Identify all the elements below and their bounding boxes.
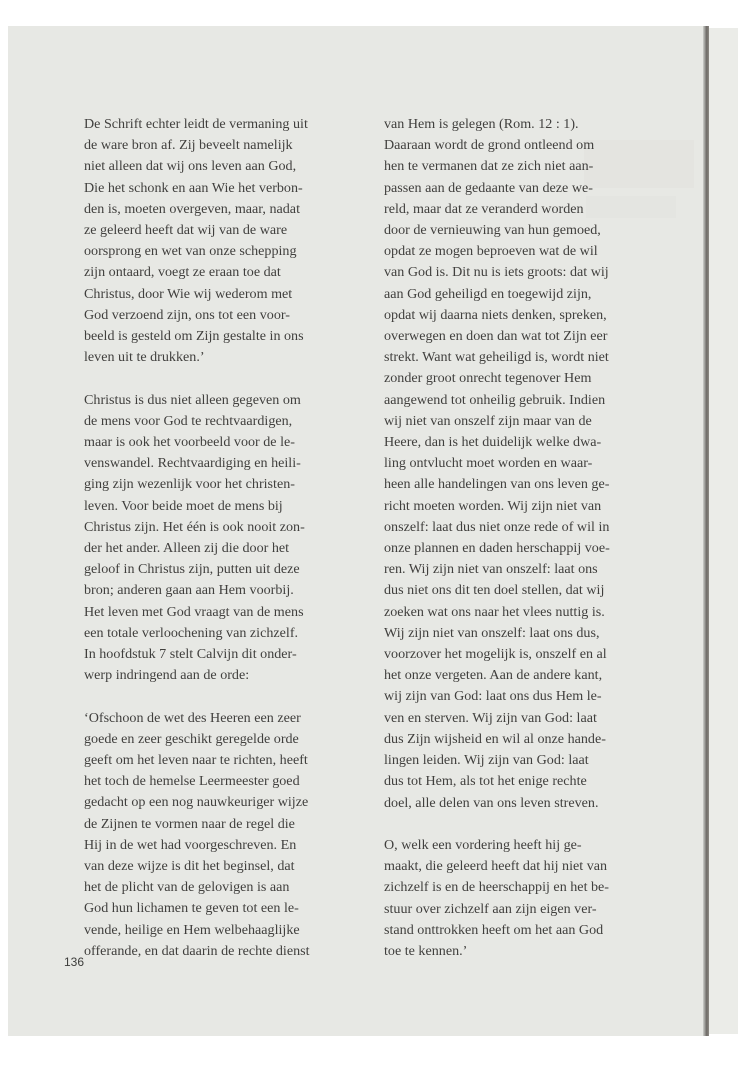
text-line: gedacht op een nog nauwkeuriger wijze: [84, 794, 309, 811]
text-line: ven en sterven. Wij zijn van God: laat: [384, 709, 597, 726]
text-line: opdat ze mogen beproeven wat de wil: [384, 243, 598, 260]
text-line: stuur over zichzelf aan zijn eigen ver-: [384, 900, 597, 917]
text-line: dus Zijn wijsheid en wil al onze hande-: [384, 730, 606, 747]
text-line: maar is ook het voorbeeld voor de le-: [84, 434, 295, 451]
text-line: voorzover het mogelijk is, onszelf en al: [384, 646, 607, 663]
text-line: van deze wijze is dit het beginsel, dat: [84, 858, 295, 875]
text-line: bron; anderen gaan aan Hem voorbij.: [84, 582, 294, 599]
text-line: Christus, door Wie wij wederom met: [84, 285, 293, 302]
text-line: doel, alle delen van ons leven streven.: [384, 794, 599, 811]
text-line: de Zijnen te vormen naar de regel die: [84, 815, 295, 832]
text-line: onszelf: laat dus niet onze rede of wil in: [384, 518, 610, 535]
text-line: O, welk een vordering heeft hij ge-: [384, 836, 582, 853]
text-line: Het leven met God vraagt van de mens: [84, 603, 304, 620]
left-text-column: [84, 114, 362, 983]
text-line: strekt. Want wat geheiligd is, wordt niet: [384, 349, 609, 366]
right-paragraph-1: [384, 114, 666, 814]
text-line: zijn ontaard, voegt ze eraan toe dat: [84, 264, 281, 281]
text-line: Die het schonk en aan Wie het verbon-: [84, 179, 303, 196]
left-paragraph-1: [84, 114, 362, 368]
text-line: wij niet van onszelf zijn maar van de: [384, 412, 592, 429]
text-line: maakt, die geleerd heeft dat hij niet van: [384, 858, 608, 875]
text-line: stand onttrokken heeft om het aan God: [384, 921, 604, 938]
text-line: den is, moeten overgeven, maar, nadat: [84, 200, 300, 217]
text-line: werp indringend aan de orde:: [84, 667, 250, 684]
page-number: 136: [64, 955, 85, 969]
text-line: Wij zijn niet van onszelf: laat ons dus,: [384, 624, 600, 641]
text-line: leven. Voor beide moet de mens bij: [84, 497, 283, 514]
text-line: ‘Ofschoon de wet des Heeren een zeer: [84, 709, 301, 726]
text-line: het toch de hemelse Leermeester goed: [84, 773, 300, 790]
text-line: lingen leiden. Wij zijn van God: laat: [384, 752, 589, 769]
text-line: aan God geheiligd en toegewijd zijn,: [384, 285, 592, 302]
text-line: ren. Wij zijn niet van onszelf: laat ons: [384, 561, 598, 578]
text-line: leven uit te drukken.’: [84, 349, 205, 366]
text-line: door de vernieuwing van hun gemoed,: [384, 222, 601, 239]
text-line: Christus is dus niet alleen gegeven om: [84, 391, 301, 408]
text-line: In hoofdstuk 7 stelt Calvijn dit onder-: [84, 646, 297, 663]
right-paragraph-2: [384, 835, 666, 962]
text-line: vende, heilige en Hem welbehaaglijke: [84, 921, 300, 938]
text-line: God hun lichamen te geven tot een le-: [84, 900, 299, 917]
text-line: toe te kennen.’: [384, 942, 468, 959]
text-line: onze plannen en daden herschappij voe-: [384, 540, 610, 557]
text-line: overwegen en doen dan wat tot Zijn eer: [384, 328, 608, 345]
text-line: wij zijn van God: laat ons dus Hem le-: [384, 688, 602, 705]
text-line: het onze vergeten. Aan de andere kant,: [384, 667, 603, 684]
text-line: dus niet ons dit ten doel stellen, dat wij: [384, 582, 605, 599]
text-line: Heere, dan is het duidelijk welke dwa-: [384, 434, 602, 451]
text-line: passen aan de gedaante van deze we-: [384, 179, 593, 196]
text-line: van God is. Dit nu is iets groots: dat wij: [384, 264, 609, 281]
text-line: offerande, en dat daarin de rechte dienst: [84, 942, 310, 959]
text-line: ging zijn wezenlijk voor het christen-: [84, 476, 295, 493]
right-text-column: [384, 114, 666, 983]
text-line: de ware bron af. Zij beveelt namelijk: [84, 137, 293, 154]
text-line: oorsprong en wet van onze schepping: [84, 243, 297, 260]
text-line: geeft om het leven naar te richten, heeft: [84, 752, 308, 769]
text-line: opdat wij daarna niets denken, spreken,: [384, 306, 607, 323]
text-line: niet alleen dat wij ons leven aan God,: [84, 158, 297, 175]
text-line: richt moeten worden. Wij zijn niet van: [384, 497, 602, 514]
text-line: Christus zijn. Het één is ook nooit zon-: [84, 518, 305, 535]
text-line: dus tot Hem, als tot het enige rechte: [384, 773, 587, 790]
text-line: de mens voor God te rechtvaardigen,: [84, 412, 293, 429]
text-line: goede en zeer geschikt geregelde orde: [84, 730, 299, 747]
text-line: Hij in de wet had voorgeschreven. En: [84, 836, 297, 853]
left-paragraph-3: [84, 708, 362, 962]
text-line: ling ontvlucht moet worden en waar-: [384, 455, 593, 472]
text-line: van Hem is gelegen (Rom. 12 : 1).: [384, 116, 579, 132]
text-line: heen alle handelingen van ons leven ge-: [384, 476, 610, 493]
left-paragraph-2: [84, 390, 362, 687]
text-line: zoeken wat ons naar het vlees nuttig is.: [384, 603, 605, 620]
text-line: Daaraan wordt de grond ontleend om: [384, 137, 595, 154]
adjacent-page-edge: [709, 28, 738, 1034]
text-line: een totale verloochening van zichzelf.: [84, 624, 299, 641]
text-line: geloof in Christus zijn, putten uit deze: [84, 561, 300, 578]
text-line: God verzoend zijn, ons tot een voor-: [84, 306, 290, 323]
text-line: ze geleerd heeft dat wij van de ware: [84, 222, 288, 239]
text-line: hen te vermanen dat ze zich niet aan-: [384, 158, 594, 175]
text-line: aangewend tot onheilig gebruik. Indien: [384, 391, 606, 408]
text-line: het de plicht van de gelovigen is aan: [84, 879, 290, 896]
text-line: der het ander. Alleen zij die door het: [84, 540, 290, 557]
text-line: reld, maar dat ze veranderd worden: [384, 200, 584, 217]
text-line: beeld is gesteld om Zijn gestalte in ons: [84, 328, 304, 345]
text-line: zonder groot onrecht tegenover Hem: [384, 370, 592, 387]
text-line: zichzelf is en de heerschappij en het be-: [384, 879, 609, 896]
text-line: De Schrift echter leidt de vermaning uit: [84, 116, 308, 132]
text-line: venswandel. Rechtvaardiging en heili-: [84, 455, 301, 472]
